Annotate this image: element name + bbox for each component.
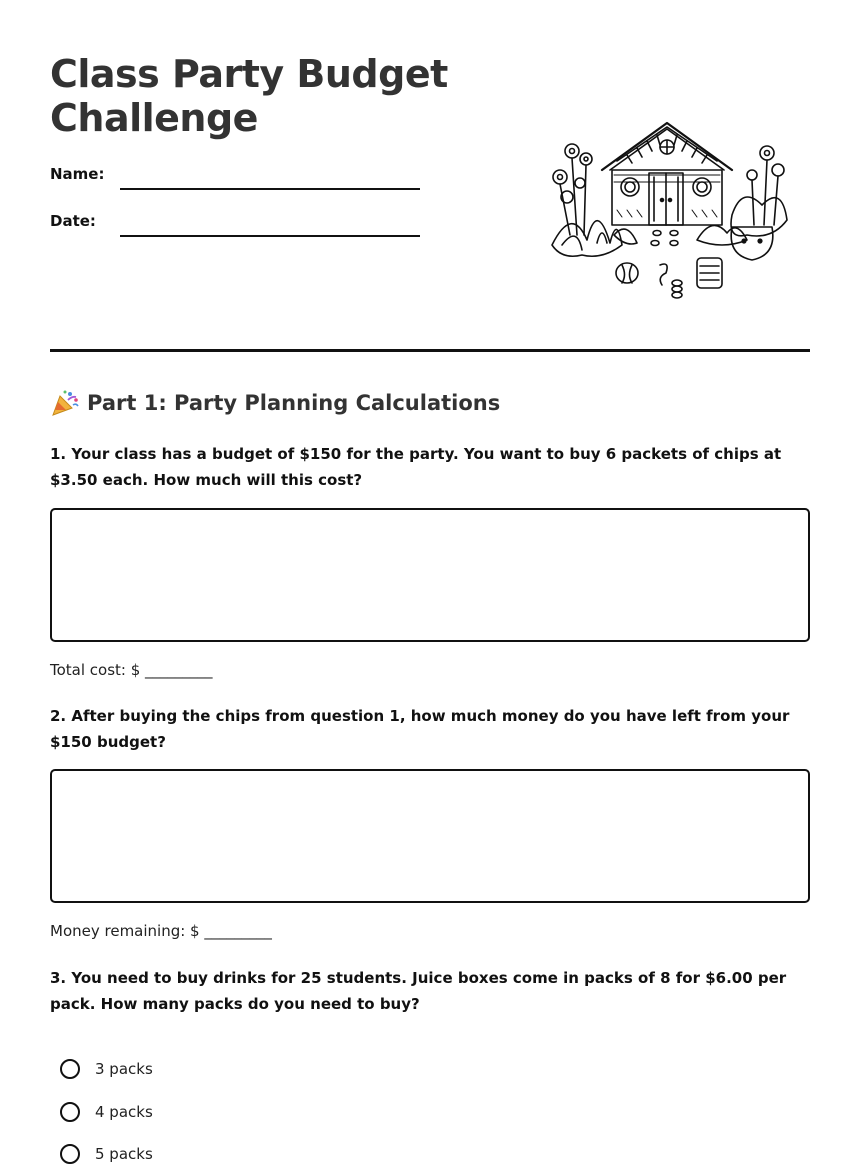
section-title-text: Part 1: Party Planning Calculations: [87, 391, 501, 415]
header-divider: [50, 349, 810, 352]
date-label: Date:: [50, 212, 96, 230]
answer-box-1[interactable]: [50, 508, 810, 642]
name-label: Name:: [50, 165, 105, 183]
money-remaining-line: Money remaining: $ _________: [50, 922, 272, 940]
cottage-garden-illustration: [542, 115, 792, 305]
total-cost-line: Total cost: $ _________: [50, 661, 213, 679]
name-line[interactable]: [120, 188, 420, 190]
radio-button[interactable]: [60, 1144, 80, 1164]
question-3: 3. You need to buy drinks for 25 students. Juice boxes come in packs of 8 for $6.00 per pack. How many packs do you need to buy?: [50, 969, 787, 1013]
option-5-packs[interactable]: [60, 1144, 153, 1164]
answer-box-2[interactable]: [50, 769, 810, 903]
date-field[interactable]: [50, 207, 420, 237]
worksheet-header: [50, 0, 810, 352]
date-line[interactable]: [120, 235, 420, 237]
option-label: 3 packs: [95, 1060, 153, 1078]
option-4-packs[interactable]: [60, 1102, 153, 1122]
radio-button[interactable]: [60, 1102, 80, 1122]
option-label: 4 packs: [95, 1103, 153, 1121]
worksheet-page: [50, 0, 810, 1163]
party-popper-icon: [50, 388, 80, 418]
option-label: 5 packs: [95, 1145, 153, 1163]
radio-button[interactable]: [60, 1059, 80, 1079]
question-2: 2. After buying the chips from question 1, how much money do you have left from your $150 budget?: [50, 707, 790, 751]
option-3-packs[interactable]: [60, 1059, 153, 1079]
page-title: Class Party Budget Challenge: [50, 52, 448, 140]
question-1: 1. Your class has a budget of $150 for the party. You want to buy 6 packets of chips at $3.50 each. How much will this cost?: [50, 445, 782, 489]
section-title-part-1: [50, 388, 500, 418]
name-field[interactable]: [50, 160, 420, 190]
